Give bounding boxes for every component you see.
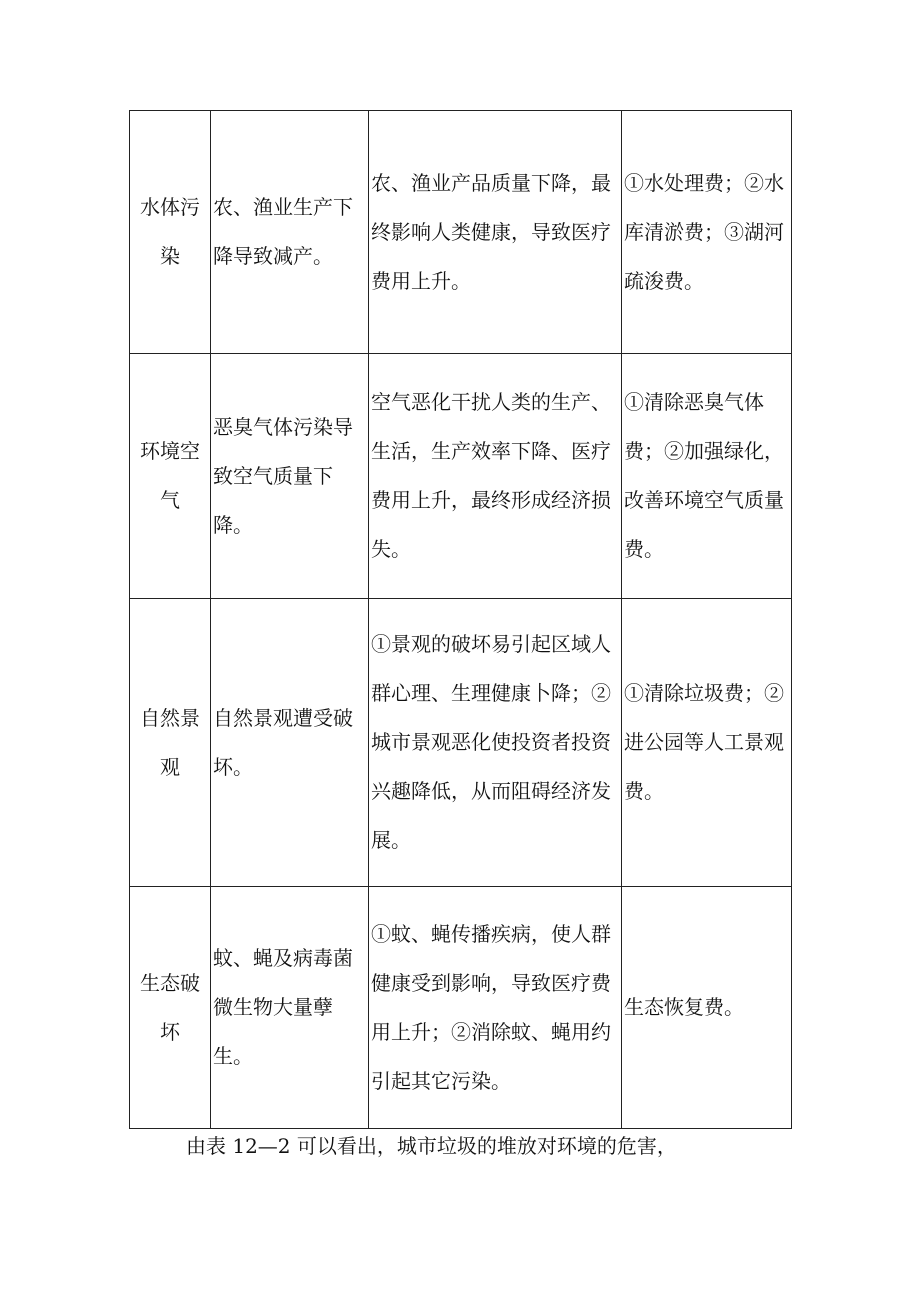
row-category: 生态破坏 xyxy=(130,887,211,1129)
table-row xyxy=(130,111,792,354)
row-impact: ①景观的破坏易引起区域人群心理、生理健康卜降；②城市景观恶化使投资者投资兴趣降低，从而阻碍经济发展。 xyxy=(369,599,622,887)
row-cause: 恶臭气体污染导致空气质量下降。 xyxy=(211,354,369,599)
row-cause: 自然景观遭受破坏。 xyxy=(211,599,369,887)
row-impact: ①蚊、蝇传播疾病，使人群健康受到影响，导致医疗费用上升；②消除蚊、蝇用约引起其它污染。 xyxy=(369,887,622,1129)
row-cost: 生态恢复费。 xyxy=(622,887,792,1129)
table-row xyxy=(130,887,792,1129)
row-cost: ①水处理费；②水库清淤费；③湖河疏浚费。 xyxy=(622,111,792,354)
row-cause: 农、渔业生产下降导致减产。 xyxy=(211,111,369,354)
row-impact: 农、渔业产品质量下降，最终影响人类健康，导致医疗费用上升。 xyxy=(369,111,622,354)
row-category: 环境空气 xyxy=(130,354,211,599)
row-category: 自然景观 xyxy=(130,599,211,887)
table-row xyxy=(130,599,792,887)
environmental-impact-table xyxy=(129,110,792,1129)
row-cost: ①清除恶臭气体费；②加强绿化，改善环境空气质量费。 xyxy=(622,354,792,599)
table-row xyxy=(130,354,792,599)
body-paragraph: 由表 12—2 可以看出，城市垃圾的堆放对环境的危害， xyxy=(186,1134,677,1158)
row-cause: 蚊、蝇及病毒菌微生物大量孽生。 xyxy=(211,887,369,1129)
row-impact: 空气恶化干扰人类的生产、生活，生产效率下降、医疗费用上升，最终形成经济损失。 xyxy=(369,354,622,599)
row-category: 水体污染 xyxy=(130,111,211,354)
row-cost: ①清除垃圾费；②进公园等人工景观费。 xyxy=(622,599,792,887)
